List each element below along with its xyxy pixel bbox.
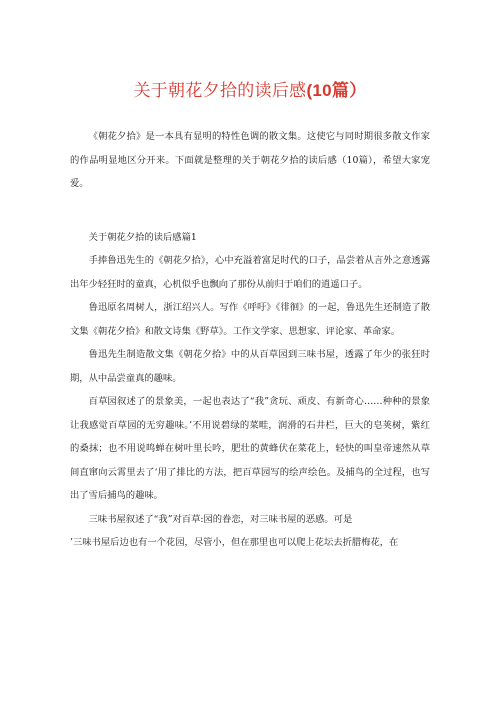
- body-paragraph: 鲁迅先生制造散文集《朝花夕拾》中的从百草园到三味书屋，透露了年少的张狂时期，从中品尝童真的趣味。: [70, 349, 430, 384]
- body-paragraph: 三味书屋叙述了“我”对百草:园的眷恋，对三味书屋的恶感。可是: [88, 513, 353, 525]
- continuation-paragraph: ’三味书屋后边也有一个花园，尽管小，但在那里也可以爬上花坛去折腊梅花，在: [70, 537, 399, 548]
- title-main: 关于朝花夕拾的读后感: [133, 81, 307, 101]
- document-title: [0, 76, 500, 101]
- body-paragraph: 手捧鲁迅先生的《朝花夕拾》，心中充溢着富足时代的口子，品尝着从言外之意透露出年少轻狂时的童真，心机似乎也飘向了那份从前归于咱们的逍遥口子。: [70, 255, 430, 290]
- section-heading: 关于朝花夕拾的读后感篇1: [88, 231, 197, 243]
- title-count: (10篇）: [306, 81, 367, 100]
- document-body: [70, 125, 430, 555]
- body-paragraph: 鲁迅原名周树人，浙江绍兴人。写作《呼吁》《徘徊》的一起，鲁迅先生还制造了散文集《朝花夕拾》和散文诗集《野草》。工作文学家、思想家、评论家、革命家。: [70, 302, 430, 337]
- intro-paragraph: 《朝花夕拾》是一本具有显明的特性色调的散文集。这使它与同时期很多散文作家的作品明显地区分开来。下面就是整理的关于朝花夕拾的读后感（10篇），希望大家宠爱。: [70, 131, 430, 189]
- body-paragraph: 百草园叙述了的景象美，一起也表达了“我”贪玩、顽皮、有新奇心……种种的景象让我感觉百草园的无穷趣味。’不用说碧绿的菜畦，润滑的石井栏，巨大的皂荚树，紫红的桑抹；也不用说鸣蝉在树叶里长吟，肥壮的黄蜂伏在菜花上，轻快的叫皇帝速然从草间直窜向云霄里去了‘用了排比的方法，把百草园写的绘声绘色。及捕鸟的全过程，也写出了雪后捕鸟的趣味。: [70, 396, 430, 501]
- section-spacer: [70, 196, 430, 226]
